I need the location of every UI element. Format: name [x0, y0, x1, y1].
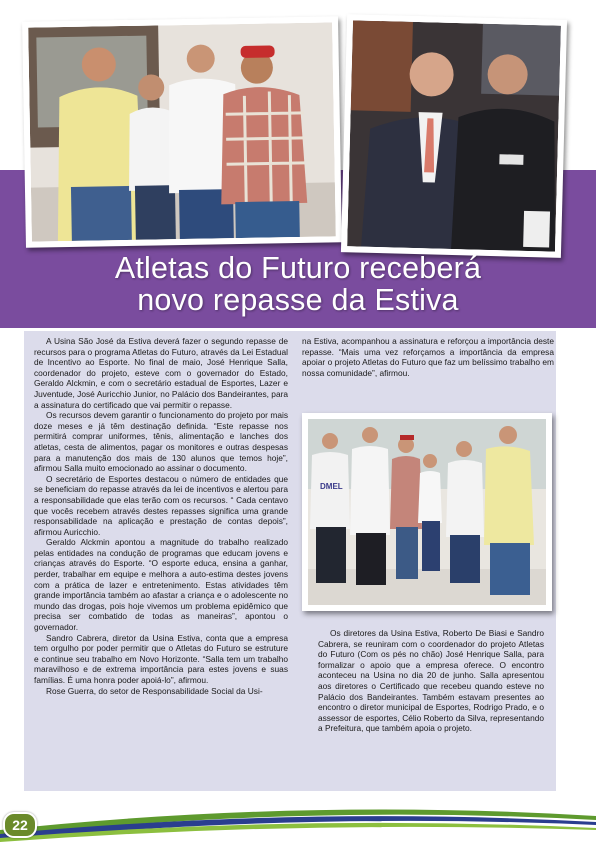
bottom-stripes [0, 794, 596, 842]
photo-group-seven-image [308, 419, 546, 605]
photo-governor-image [347, 20, 561, 251]
article-column-2 [302, 336, 554, 378]
headline-line-1: Atletas do Futuro receberá [114, 251, 482, 285]
photo-group-four-image [28, 22, 336, 241]
paragraph: Os diretores da Usina Estiva, Roberto De Biasi e Sandro Cabrera, se reuniram com o coordenador do projeto Atletas do Futuro (Com os pés no chão) José Henrique Salla, para formalizar o apoio que a empresa oferece. O encontro aconteceu na Usina no dia 20 de junho. Salla apresentou aos diretores o Certificado que recebeu quando esteve no Palácio dos Bandeirantes. Também estavam presentes ao encontro o diretor municipal de Esportes, Rodrigo Prado, e o assessor de esportes, Célio Roberto da Silva, representando a Prefeitura, que também apoia o projeto. [318, 628, 544, 734]
photo-governor [341, 14, 567, 258]
paragraph: O secretário de Esportes destacou o número de entidades que se beneficiam do repasse através da lei de incentivos e alertou para a responsabilidade que elas terão com os recursos. “ Cada centavo que vocês recebem através destes repasses significa uma grande responsabilidade na aplicação e prestação de contas depois”, afirmou Auricchio. [34, 473, 288, 537]
photo-group-seven [302, 413, 552, 611]
headline [0, 252, 596, 316]
article-column-1 [34, 336, 288, 696]
paragraph: na Estiva, acompanhou a assinatura e reforçou a importância deste repasse. “Mais uma vez reforçamos a importância da empresa apoiar o projeto Atletas do Futuro que faz um belíssimo trabalho em nossa comunidade”, afirmou. [302, 336, 554, 378]
paragraph: Geraldo Alckmin apontou a magnitude do trabalho realizado pelas entidades na condução de programas que educam jovens e crianças através do Esporte. “O esporte educa, ensina a ganhar, perder, trabalhar em equipe e melhora a auto-estima destes jovens com a prática de lazer e entretenimento. Estas atividades têm grande importância também ao afastar a criança e o adolescente no mundo das drogas, pois hoje vivemos um problema epidêmico que precisa ser combatido de todas as maneiras”, apontou o governador. [34, 537, 288, 633]
article-column-3 [318, 628, 544, 734]
headline-line-2: novo repasse da Estiva [137, 283, 459, 317]
page-number-badge: 22 [3, 812, 37, 838]
paragraph: A Usina São José da Estiva deverá fazer o segundo repasse de recursos para o programa Atletas do Futuro, através da Lei Estadual de Incentivo ao Esporte. No final de maio, José Henrique Salla, coordenador do projeto, esteve com o governador do Estado, Geraldo Alckmin, e com o secretário estadual de Esportes, Lazer e Juventude, José Auricchio Junior, no Palácio dos Bandeirantes, para a assinatura do certificado que vai permitir o repasse. [34, 336, 288, 410]
paragraph: Sandro Cabrera, diretor da Usina Estiva, conta que a empresa tem orgulho por poder permitir que o Atletas do Futuro se estruture e continue seu trabalho em Novo Horizonte. “Salla tem um trabalho maravilhoso e de extrema importância para estes jovens e suas famílias. É uma honra poder apoiá-lo”, afirmou. [34, 632, 288, 685]
shirt-logo-text: DMEL [320, 482, 343, 491]
paragraph: Os recursos devem garantir o funcionamento do projeto por mais doze meses e já têm destinação definida. “Este repasse nos permitirá comprar uniformes, tênis, alimentação e lanches dos atletas, cesta de alimentos, pagar os monitores e outras despesas para a manutenção dos mais de 130 alunos que temos hoje”, afirmou Salla muito emocionado ao assinar o documento. [34, 410, 288, 474]
photo-group-four [22, 16, 342, 247]
paragraph: Rose Guerra, do setor de Responsabilidade Social da Usi- [46, 685, 263, 696]
